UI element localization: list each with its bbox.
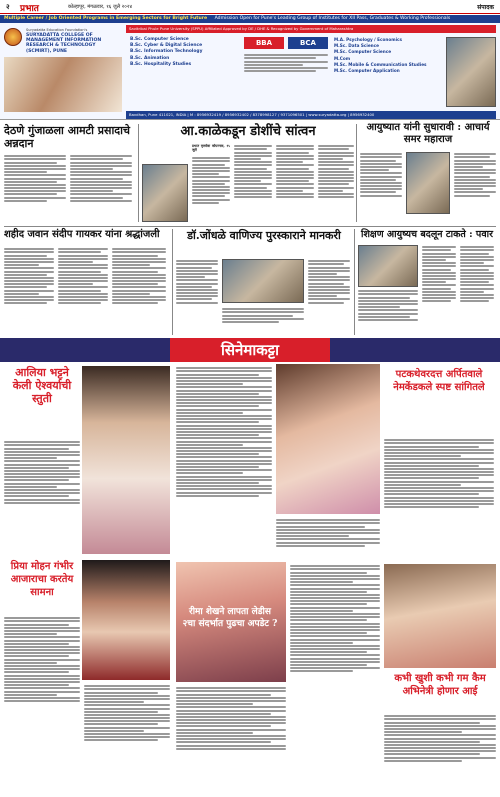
article-photo [358, 245, 418, 287]
headline: कभी खुशी कभी गम कैम अभिनेत्री होणार आई [394, 673, 486, 697]
cinema-section [0, 338, 500, 797]
headline: डॉ.जोंधळे वाणिज्य पुरस्काराने मानकरी [187, 229, 341, 242]
ad-banner-strip [0, 15, 500, 23]
section-label: संपादक [477, 4, 494, 11]
course-item: M.A. Psychology / Economics [334, 37, 403, 42]
cinema-title: सिनेमाकट्टा [170, 338, 330, 362]
college-society: Suryadatta Education Foundation's [26, 28, 88, 32]
article-3 [360, 122, 496, 224]
ad-admission-text: Admission Open for Pune's Leading Group of Institutes for XII Pass, Graduates & Working Professionals [214, 16, 451, 21]
college-photo-right [446, 37, 496, 107]
page-number: २ [6, 3, 10, 11]
article-4 [4, 229, 170, 337]
brand-logo: प्रभात [20, 4, 39, 14]
actress-photo [276, 364, 380, 514]
college-ad [0, 23, 500, 120]
headline: रीमा शेखने लापता लेडीस २चा संदर्भात पुढचा अपडेट ? [182, 607, 278, 629]
headline: शहीद जवान संदीप गायकर यांना श्रद्धांजली [4, 229, 160, 240]
cinema-text-column [176, 366, 272, 498]
course-item: M.Sc. Mobile & Communication Studies [334, 61, 427, 67]
cinema-story-4 [176, 562, 286, 794]
article-5 [176, 229, 352, 337]
course-list [130, 37, 240, 68]
article-2 [142, 124, 354, 224]
course-item: B.Sc. Hospitality Studies [130, 61, 192, 67]
article-photo [222, 259, 304, 303]
date-line: कोल्हापूर, मंगळवार, १६ जुलै २०२४ [68, 4, 133, 10]
ad-address: Bavdhan, Pune 411021, INDIA | M : 8956932419 / 8956932402 / 8378998127 / 9371096501 | www.suryadatta.org | 8956932400 [126, 111, 496, 119]
cinema-story-3 [276, 364, 494, 560]
actress-photo [384, 564, 496, 668]
course-item: B.Sc. Animation [130, 55, 170, 61]
m-course-list [334, 37, 444, 74]
headline: देठणे गुंजाळला आमटी प्रसादाचे अन्नदान [4, 124, 130, 150]
course-item: B.Sc. Cyber & Digital Science [130, 43, 203, 49]
cinema-story-5 [384, 564, 496, 794]
bca-badge: BCA [288, 37, 328, 49]
headline: प्रिया मोहन गंभीर आजाराचा करतेय सामना [10, 561, 74, 598]
article-1 [4, 124, 136, 224]
byline: प्रभात वृत्तसेवा कोपरगाव, १५ जुलै [192, 144, 230, 153]
affiliation: Savitribai Phule Pune University (SPPU) Affiliated Approved by DE / DHE & Recognized by Government of Maharashtra [126, 25, 496, 33]
course-item: M.Sc. Data Science [334, 43, 379, 49]
course-item: B.Sc. Information Technology [130, 49, 203, 55]
article-photo [142, 164, 188, 222]
headline: आयुष्यात यांनी सुधारावी : आचार्य समर महाराज [366, 122, 490, 145]
article-photo [406, 152, 450, 214]
headline: आलिया भट्टने केली ऐश्वर्याची स्तुती [12, 366, 72, 405]
college-logo [4, 28, 22, 46]
cinema-story-2 [4, 560, 172, 794]
college-name: SURYADATTA COLLEGE OF MANAGEMENT INFORMATION RESEARCH & TECHNOLOGY (SCMIRT), PUNE [26, 33, 102, 54]
course-item: M.Com [334, 55, 351, 61]
actress-photo [82, 560, 170, 680]
headline: पटकथेवरदत्त अर्पितवाले नेमकेंडकले स्पष्ट सांगितले [393, 369, 485, 393]
article-6 [358, 229, 496, 337]
course-item: M.Sc. Computer Science [334, 49, 392, 55]
course-item: M.Sc. Computer Application [334, 68, 400, 74]
actress-photo [82, 366, 170, 554]
ad-banner-text: Multiple Career / Job Oriented Programs in Emerging Sectors for Bright Future [4, 16, 208, 21]
bba-badge: BBA [244, 37, 284, 49]
course-item: B.Sc. Computer Science [130, 37, 189, 42]
cinema-story-1 [4, 366, 172, 556]
headline: आ.काळेकडून डोशींचे सांत्वन [180, 124, 316, 139]
masthead [0, 0, 500, 14]
college-photo-left [4, 57, 122, 112]
headline: शिक्षण आयुष्यच बदलून टाकते : पवार [361, 229, 493, 240]
